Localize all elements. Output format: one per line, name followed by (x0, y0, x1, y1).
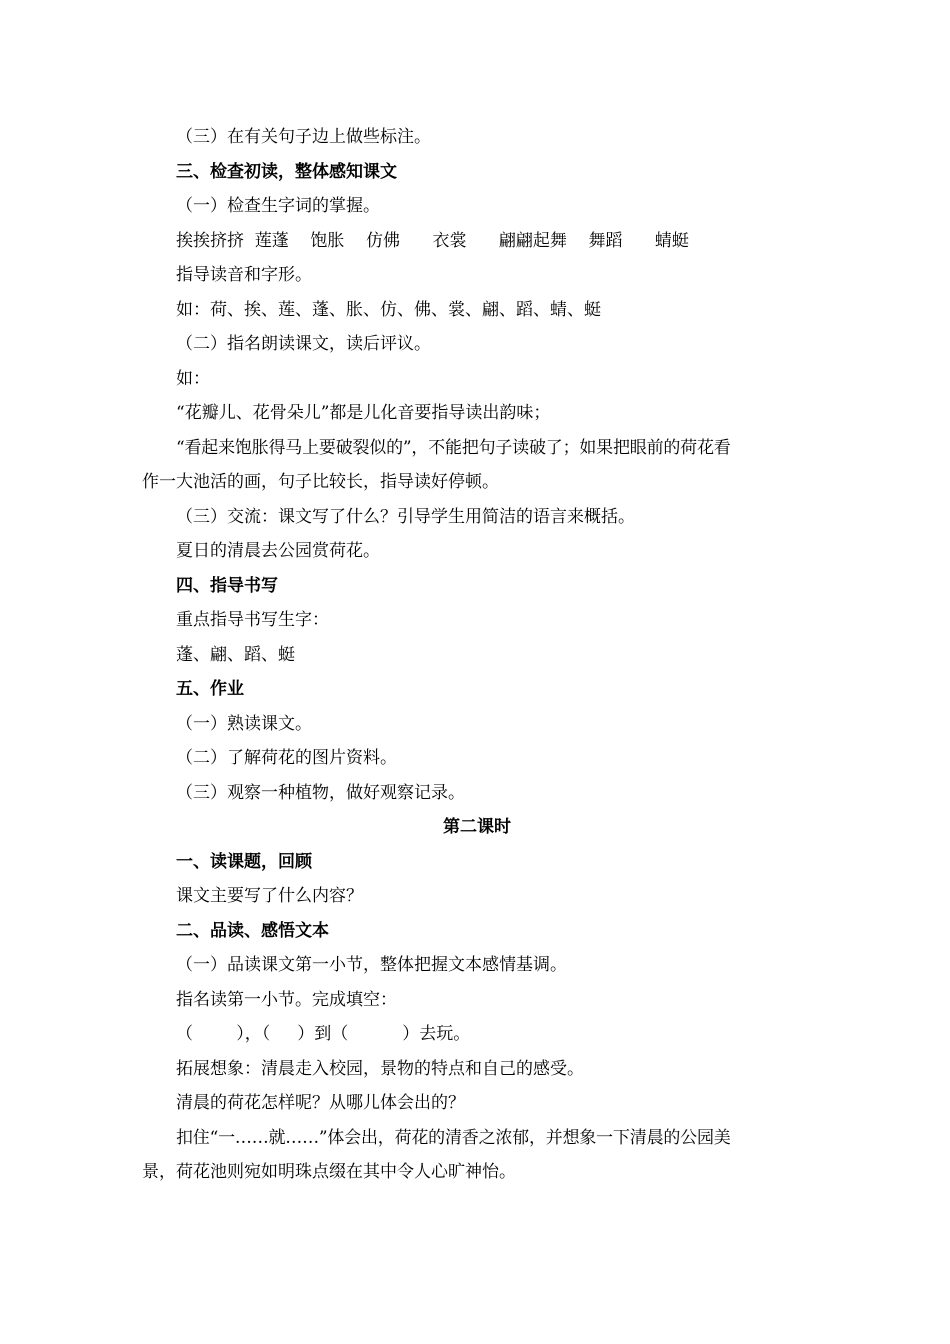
paragraph-line: （三）交流：课文写了什么？引导学生用简洁的语言来概括。 (176, 506, 635, 527)
paragraph-line: （二）指名朗读课文，读后评议。 (176, 334, 431, 354)
paragraph-line: （二）了解荷花的图片资料。 (176, 748, 397, 768)
lesson-title: 第二课时 (443, 817, 511, 837)
paragraph-line: 夏日的清晨去公园赏荷花。 (176, 541, 380, 561)
paragraph-line: （三）观察一种植物，做好观察记录。 (176, 782, 465, 803)
paragraph-line: 清晨的荷花怎样呢？从哪儿体会出的？ (176, 1093, 465, 1113)
paragraph-line: “看起来饱胀得马上要破裂似的”，不能把句子读破了；如果把眼前的荷花看 (176, 437, 731, 458)
paragraph-line: 重点指导书写生字： (176, 610, 329, 630)
paragraph-line: 课文主要写了什么内容？ (176, 886, 363, 906)
paragraph-line: 如： (176, 368, 210, 389)
character-list: 如：荷、挨、莲、蓬、胀、仿、佛、裳、翩、蹈、蜻、蜓 (176, 299, 601, 320)
paragraph-line: （三）在有关句子边上做些标注。 (176, 127, 431, 147)
character-list: 蓬、翩、蹈、蜓 (176, 644, 295, 665)
document-body (142, 120, 812, 1190)
section-heading: 三、检查初读，整体感知课文 (176, 161, 397, 182)
paragraph-line: “花瓣儿、花骨朵儿”都是儿化音要指导读出韵味； (176, 403, 551, 423)
paragraph-line: （一）熟读课文。 (176, 713, 312, 734)
fill-in-blank: （ ），（ ）到（ ）去玩。 (176, 1024, 471, 1044)
paragraph-line: 扣住“一……就……”体会出，荷花的清香之浓郁，并想象一下清晨的公园美 (176, 1127, 731, 1148)
section-heading: 一、读课题，回顾 (176, 851, 312, 872)
section-heading: 二、品读、感悟文本 (176, 920, 329, 941)
section-heading: 五、作业 (176, 679, 244, 699)
section-heading: 四、指导书写 (176, 575, 278, 596)
paragraph-line: （一）品读课文第一小节，整体把握文本感情基调。 (176, 955, 567, 975)
paragraph-line: 指名读第一小节。完成填空： (176, 989, 397, 1010)
vocabulary-list: 挨挨挤挤 莲蓬 饱胀 仿佛 衣裳 翩翩起舞 舞蹈 蜻蜓 (176, 230, 689, 251)
paragraph-line: 拓展想象：清晨走入校园，景物的特点和自己的感受。 (176, 1058, 584, 1079)
paragraph-line-continued: 作一大池活的画，句子比较长，指导读好停顿。 (142, 472, 499, 492)
paragraph-line-continued: 景，荷花池则宛如明珠点缀在其中令人心旷神怡。 (142, 1162, 516, 1182)
paragraph-line: 指导读音和字形。 (176, 265, 312, 285)
paragraph-line: （一）检查生字词的掌握。 (176, 196, 380, 216)
